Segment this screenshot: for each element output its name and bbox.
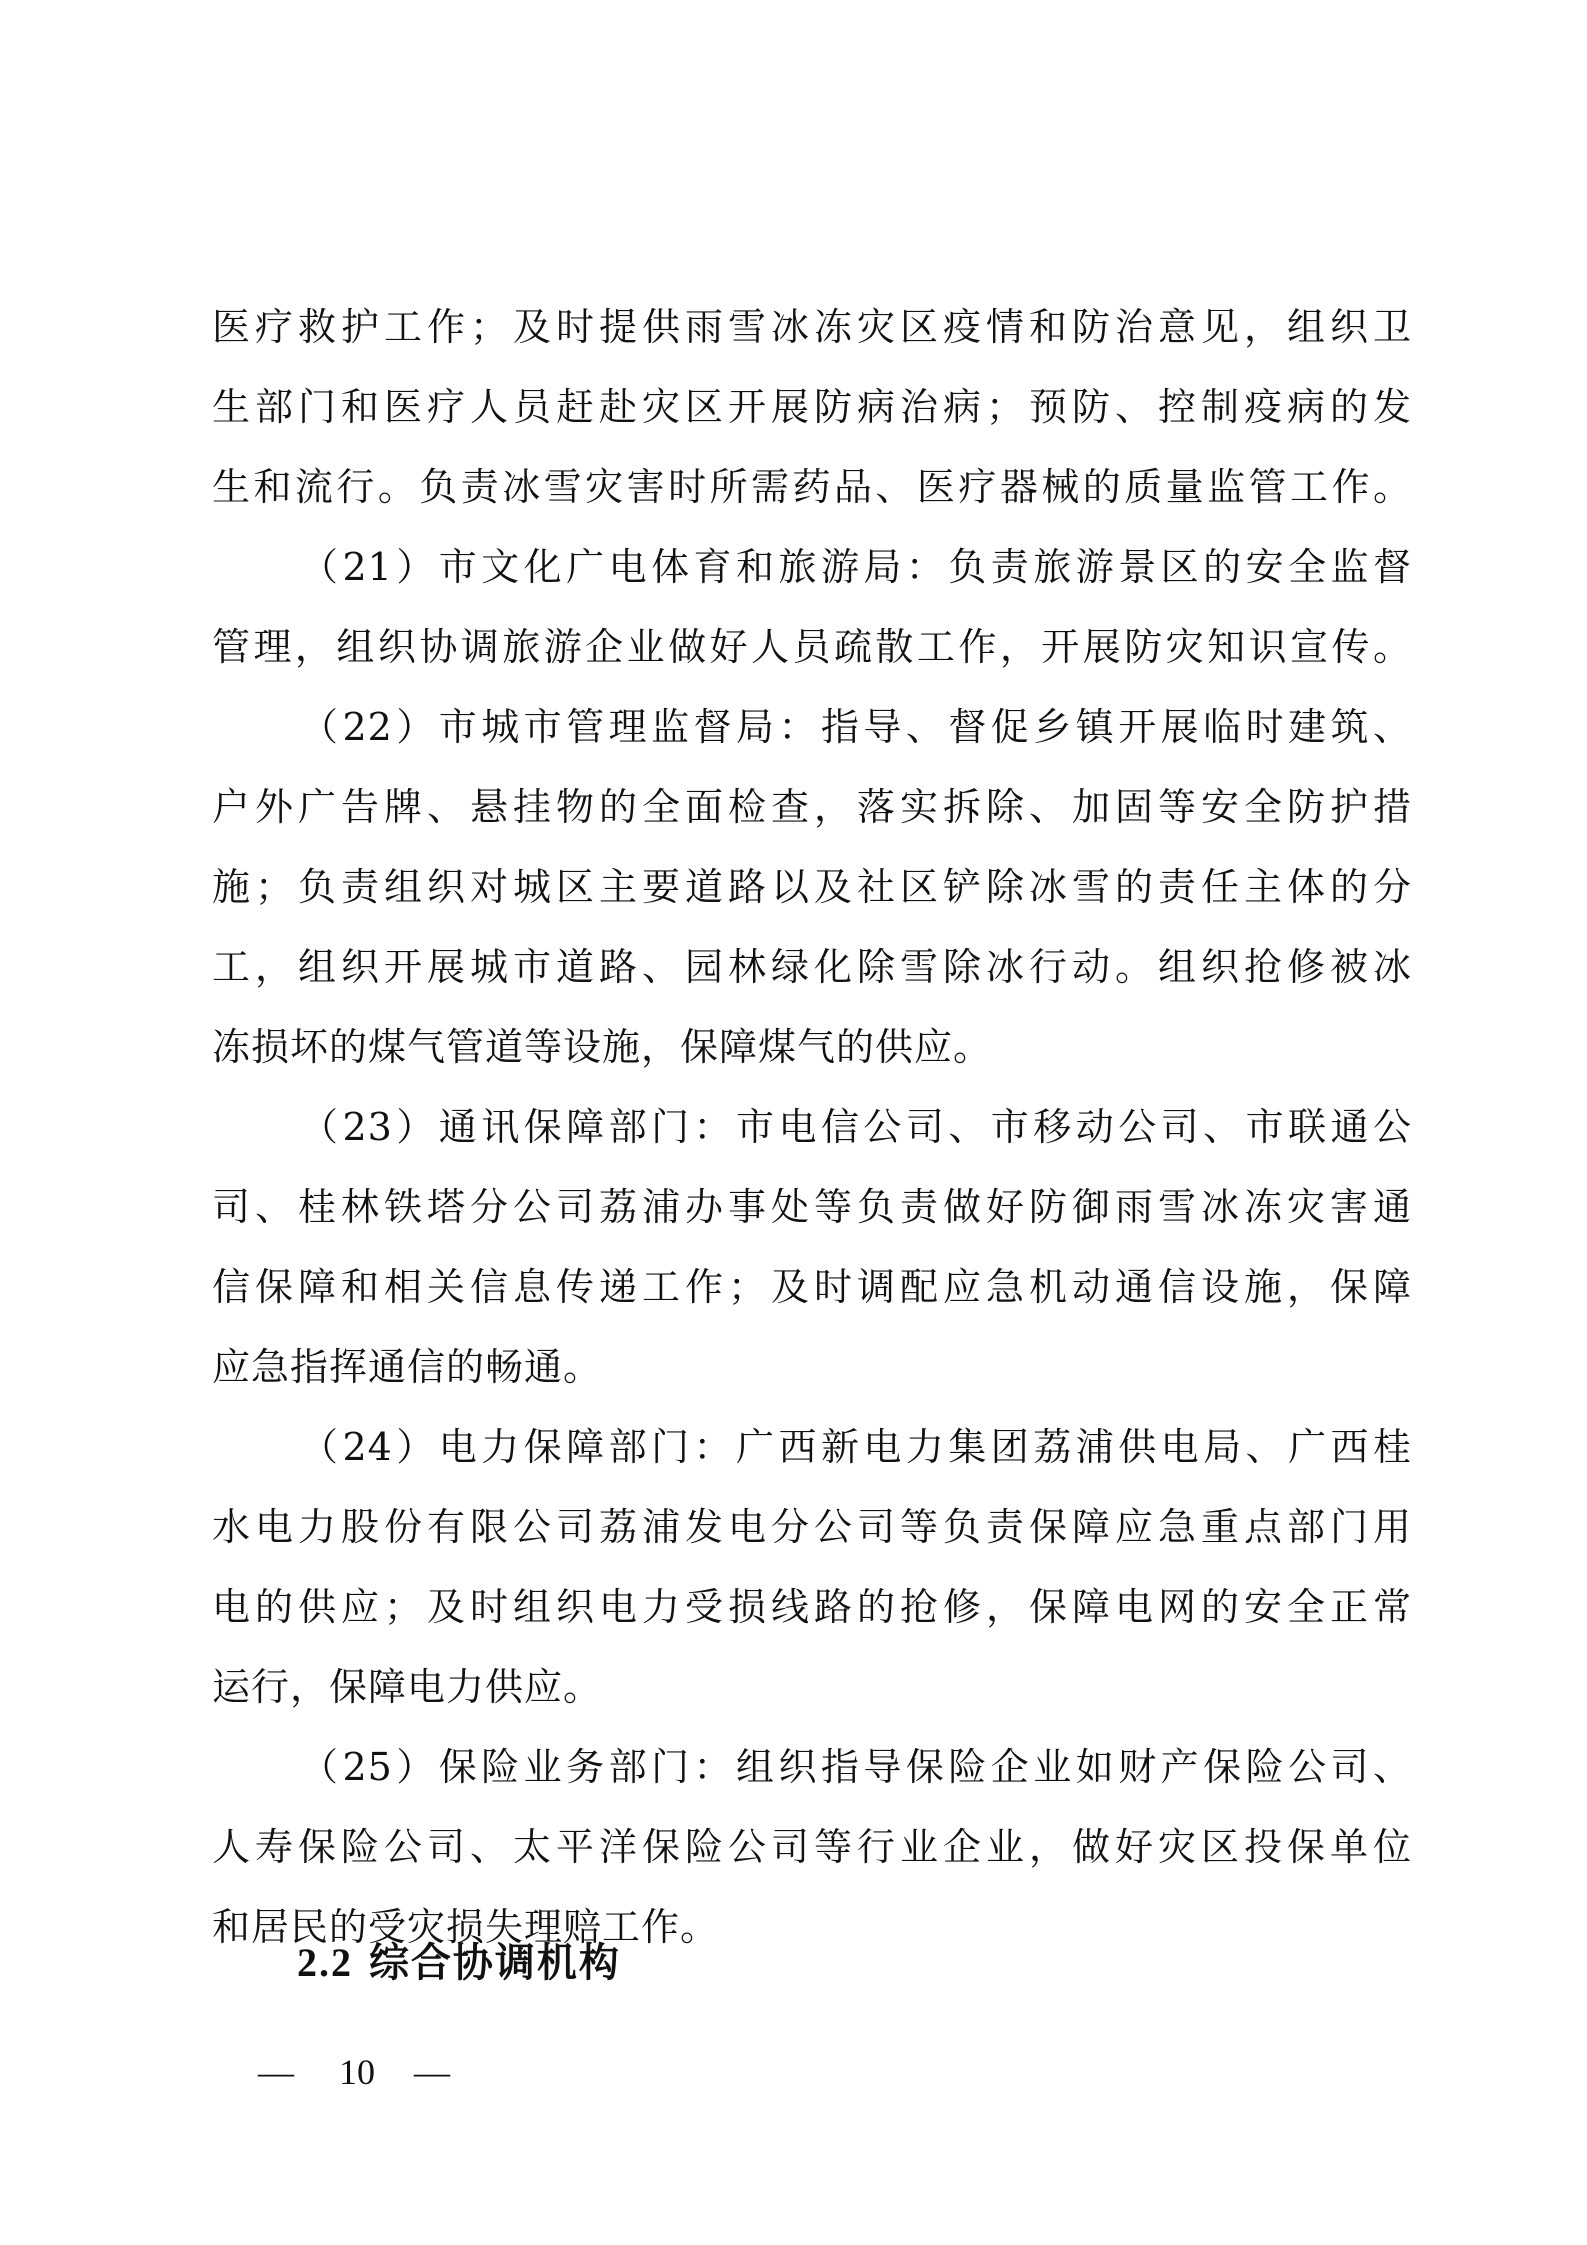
body-line: 管理，组织协调旅游企业做好人员疏散工作，开展防灾知识宣传。 [212, 625, 1412, 669]
body-line: 医疗救护工作；及时提供雨雪冰冻灾区疫情和防治意见，组织卫 [212, 305, 1412, 349]
body-line: 工，组织开展城市道路、园林绿化除雪除冰行动。组织抢修被冰 [212, 945, 1412, 989]
section-heading [297, 1933, 621, 1993]
body-line: 冻损坏的煤气管道等设施，保障煤气的供应。 [212, 1025, 993, 1069]
body-line: 生部门和医疗人员赶赴灾区开展防病治病；预防、控制疫病的发 [212, 385, 1412, 429]
body-line: 电的供应；及时组织电力受损线路的抢修，保障电网的安全正常 [212, 1585, 1412, 1629]
section-title: 综合协调机构 [368, 1939, 621, 1986]
body-line: 运行，保障电力供应。 [212, 1665, 603, 1709]
paragraph-21-first-line: （21）市文化广电体育和旅游局：负责旅游景区的安全监督 [300, 545, 1412, 589]
footer-dash-right: — [414, 2052, 450, 2092]
body-line: 水电力股份有限公司荔浦发电分公司等负责保障应急重点部门用 [212, 1505, 1412, 1549]
section-number: 2.2 [297, 1940, 353, 1985]
body-line: 生和流行。负责冰雪灾害时所需药品、医疗器械的质量监管工作。 [212, 465, 1412, 509]
paragraph-22-first-line: （22）市城市管理监督局：指导、督促乡镇开展临时建筑、 [300, 705, 1412, 749]
paragraph-23-first-line: （23）通讯保障部门：市电信公司、市移动公司、市联通公 [300, 1105, 1412, 1149]
body-line: 司、桂林铁塔分公司荔浦办事处等负责做好防御雨雪冰冻灾害通 [212, 1185, 1412, 1229]
footer-dash-left: — [258, 2052, 294, 2092]
body-line: 信保障和相关信息传递工作；及时调配应急机动通信设施，保障 [212, 1265, 1412, 1309]
body-line: 和居民的受灾损失理赔工作。 [212, 1905, 720, 1949]
body-line: 施；负责组织对城区主要道路以及社区铲除冰雪的责任主体的分 [212, 865, 1412, 909]
body-line: 人寿保险公司、太平洋保险公司等行业企业，做好灾区投保单位 [212, 1825, 1412, 1869]
page-footer [258, 2048, 454, 2096]
body-line: 应急指挥通信的畅通。 [212, 1345, 603, 1389]
body-line: 户外广告牌、悬挂物的全面检查，落实拆除、加固等安全防护措 [212, 785, 1412, 829]
paragraph-24-first-line: （24）电力保障部门：广西新电力集团荔浦供电局、广西桂 [300, 1425, 1412, 1469]
page-number: 10 [339, 2052, 375, 2092]
paragraph-25-first-line: （25）保险业务部门：组织指导保险企业如财产保险公司、 [300, 1745, 1412, 1789]
